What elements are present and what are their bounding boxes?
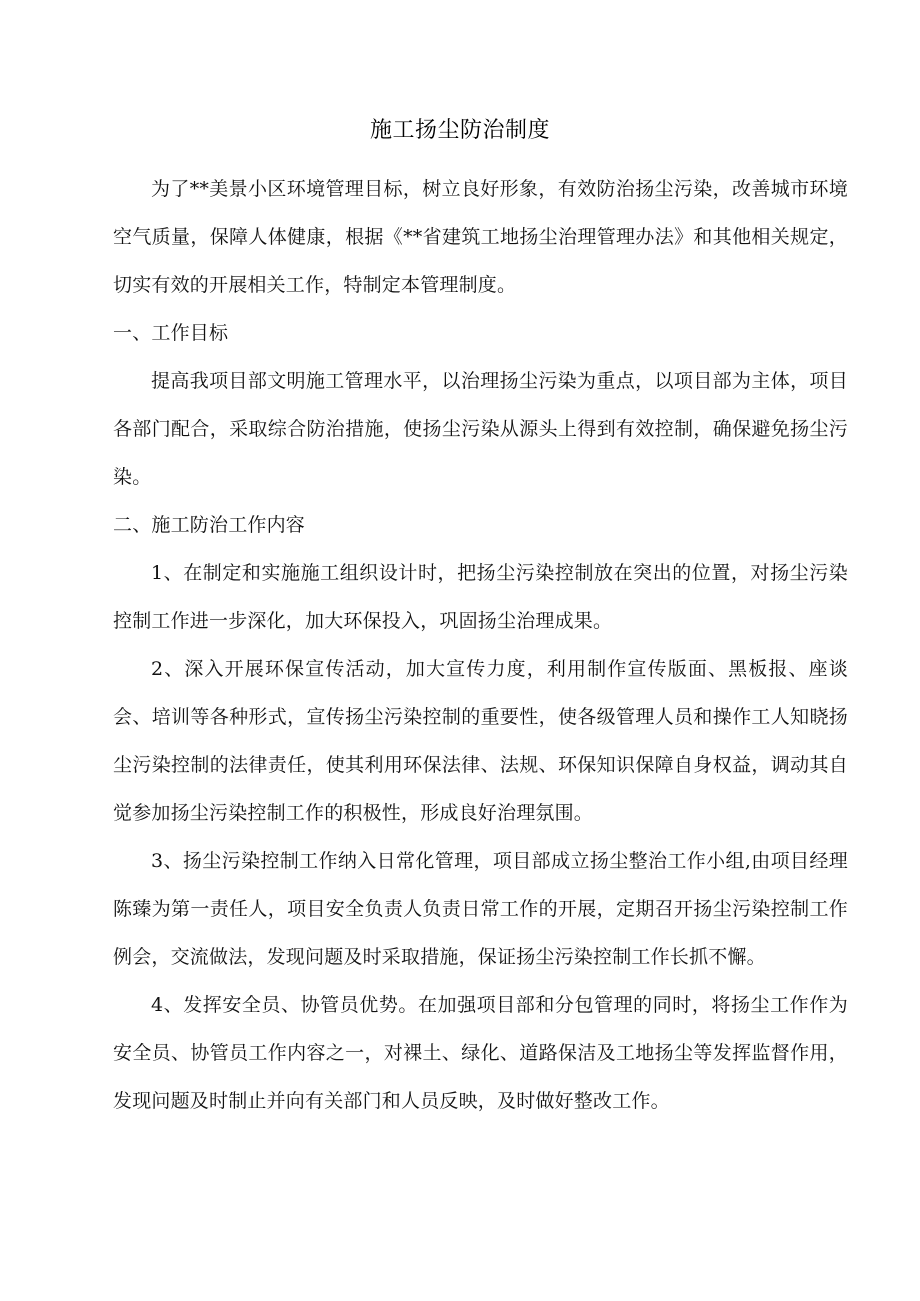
section-heading-goals: 一、工作目标 [113, 322, 229, 344]
content-item-3: 3、扬尘污染控制工作纳入日常化管理，项目部成立扬尘整治工作小组,由项目经理陈臻为第一责任人，项目安全负责人负责日常工作的开展，定期召开扬尘污染控制工作例会，交流做法，发现问题及时采取措施，保证扬尘污染控制工作长抓不懈。 [113, 850, 848, 968]
goals-paragraph: 提高我项目部文明施工管理水平，以治理扬尘污染为重点，以项目部为主体，项目各部门配合，采取综合防治措施，使扬尘污染从源头上得到有效控制，确保避免扬尘污染。 [113, 370, 848, 488]
document-title: 施工扬尘防治制度 [369, 118, 550, 143]
content-item-2: 2、深入开展环保宣传活动，加大宣传力度，利用制作宣传版面、黑板报、座谈会、培训等各种形式，宣传扬尘污染控制的重要性，使各级管理人员和操作工人知晓扬尘污染控制的法律责任，使其利用环保法律、法规、环保知识保障自身权益，调动其自觉参加扬尘污染控制工作的积极性，形成良好治理氛围。 [113, 658, 848, 824]
section-heading-content: 二、施工防治工作内容 [113, 514, 306, 536]
content-item-1: 1、在制定和实施施工组织设计时，把扬尘污染控制放在突出的位置，对扬尘污染控制工作进一步深化，加大环保投入，巩固扬尘治理成果。 [113, 562, 848, 632]
content-item-4: 4、发挥安全员、协管员优势。在加强项目部和分包管理的同时，将扬尘工作作为安全员、协管员工作内容之一，对裸土、绿化、道路保洁及工地扬尘等发挥监督作用，发现问题及时制止并向有关部门和人员反映，及时做好整改工作。 [113, 994, 848, 1112]
intro-paragraph: 为了**美景小区环境管理目标，树立良好形象，有效防治扬尘污染，改善城市环境空气质量，保障人体健康，根据《**省建筑工地扬尘治理管理办法》和其他相关规定，切实有效的开展相关工作，特制定本管理制度。 [113, 178, 848, 296]
document-body [113, 165, 848, 1125]
